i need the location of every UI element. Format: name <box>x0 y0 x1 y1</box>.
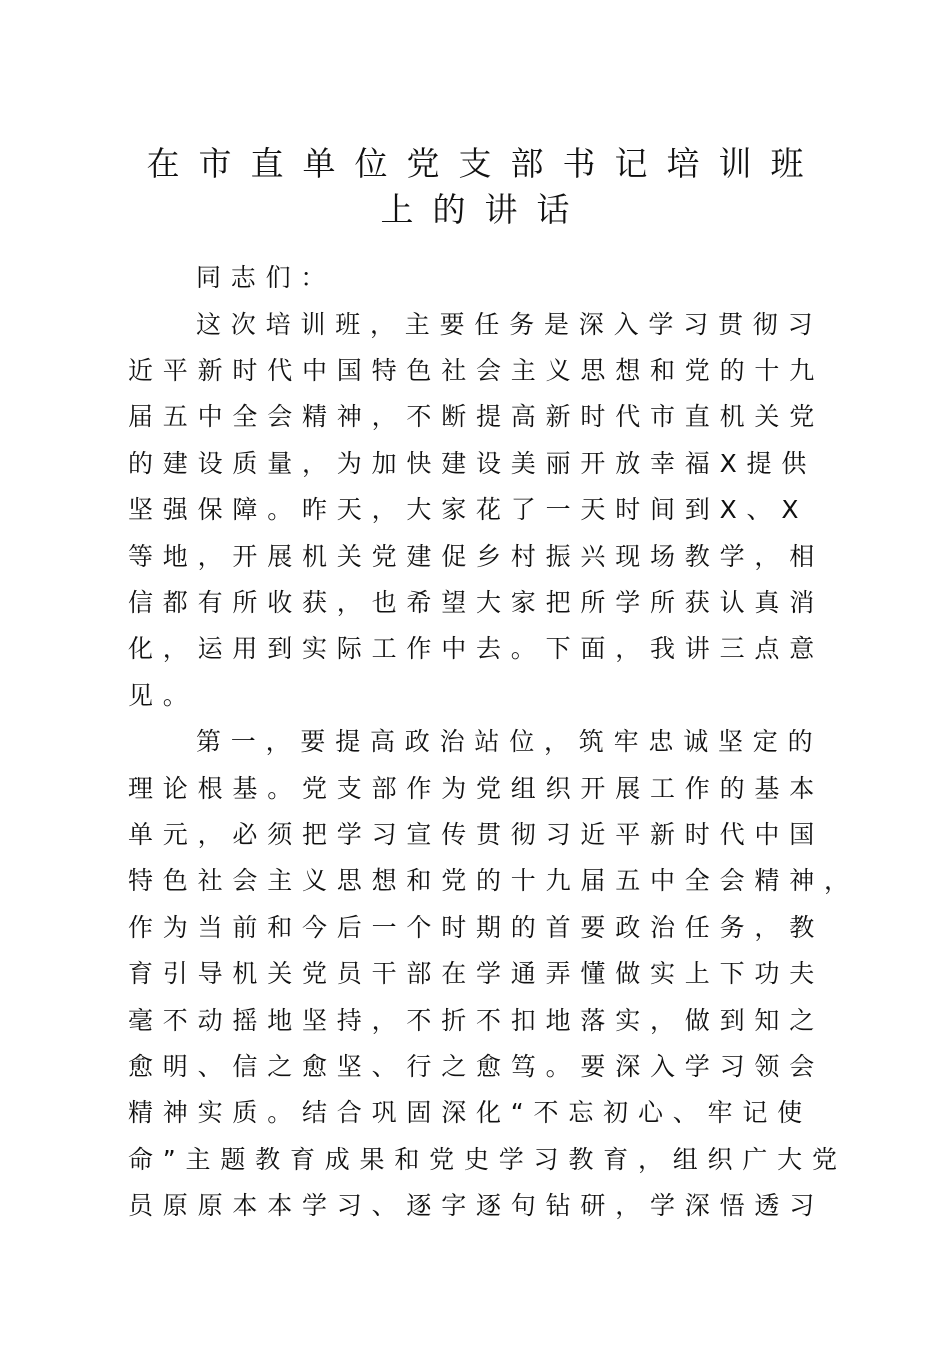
paragraph-line: 育引导机关党员干部在学通弄懂做实上下功夫 <box>128 959 825 988</box>
paragraph-line: 等地，开展机关党建促乡村振兴现场教学，相 <box>128 542 825 571</box>
document-title-line-2: 上的讲话 <box>380 190 589 229</box>
paragraph-line: 精神实质。结合巩固深化“不忘初心、牢记使 <box>128 1098 812 1127</box>
paragraph-line: 毫不动摇地坚持，不折不扣地落实，做到知之 <box>128 1006 825 1035</box>
paragraph-line: 届五中全会精神，不断提高新时代市直机关党 <box>128 402 825 431</box>
paragraph-line: 单元，必须把学习宣传贯彻习近平新时代中国 <box>128 820 825 849</box>
paragraph-line: 这次培训班，主要任务是深入学习贯彻习 <box>196 310 823 339</box>
document-title-line-1: 在市直单位党支部书记培训班 <box>146 144 823 183</box>
paragraph-line: 作为当前和今后一个时期的首要政治任务，教 <box>128 913 825 942</box>
paragraph-line: 员原原本本学习、逐字逐句钻研，学深悟透习 <box>128 1191 825 1220</box>
salutation: 同志们： <box>196 263 336 292</box>
paragraph-line: 坚强保障。昨天，大家花了一天时间到X、X <box>128 495 809 524</box>
paragraph-line: 命”主题教育成果和党史学习教育，组织广大党 <box>128 1145 847 1174</box>
paragraph-line: 理论根基。党支部作为党组织开展工作的基本 <box>128 774 825 803</box>
paragraph-line: 的建设质量，为加快建设美丽开放幸福X提供 <box>128 449 817 478</box>
paragraph-line: 化，运用到实际工作中去。下面，我讲三点意 <box>128 634 825 663</box>
paragraph-line: 信都有所收获，也希望大家把所学所获认真消 <box>128 588 825 617</box>
paragraph-line: 特色社会主义思想和党的十九届五中全会精神， <box>128 866 859 895</box>
paragraph-line: 第一，要提高政治站位，筑牢忠诚坚定的 <box>196 727 823 756</box>
paragraph-line: 愈明、信之愈坚、行之愈笃。要深入学习领会 <box>128 1052 825 1081</box>
paragraph-line: 近平新时代中国特色社会主义思想和党的十九 <box>128 356 825 385</box>
paragraph-line: 见。 <box>128 681 198 710</box>
